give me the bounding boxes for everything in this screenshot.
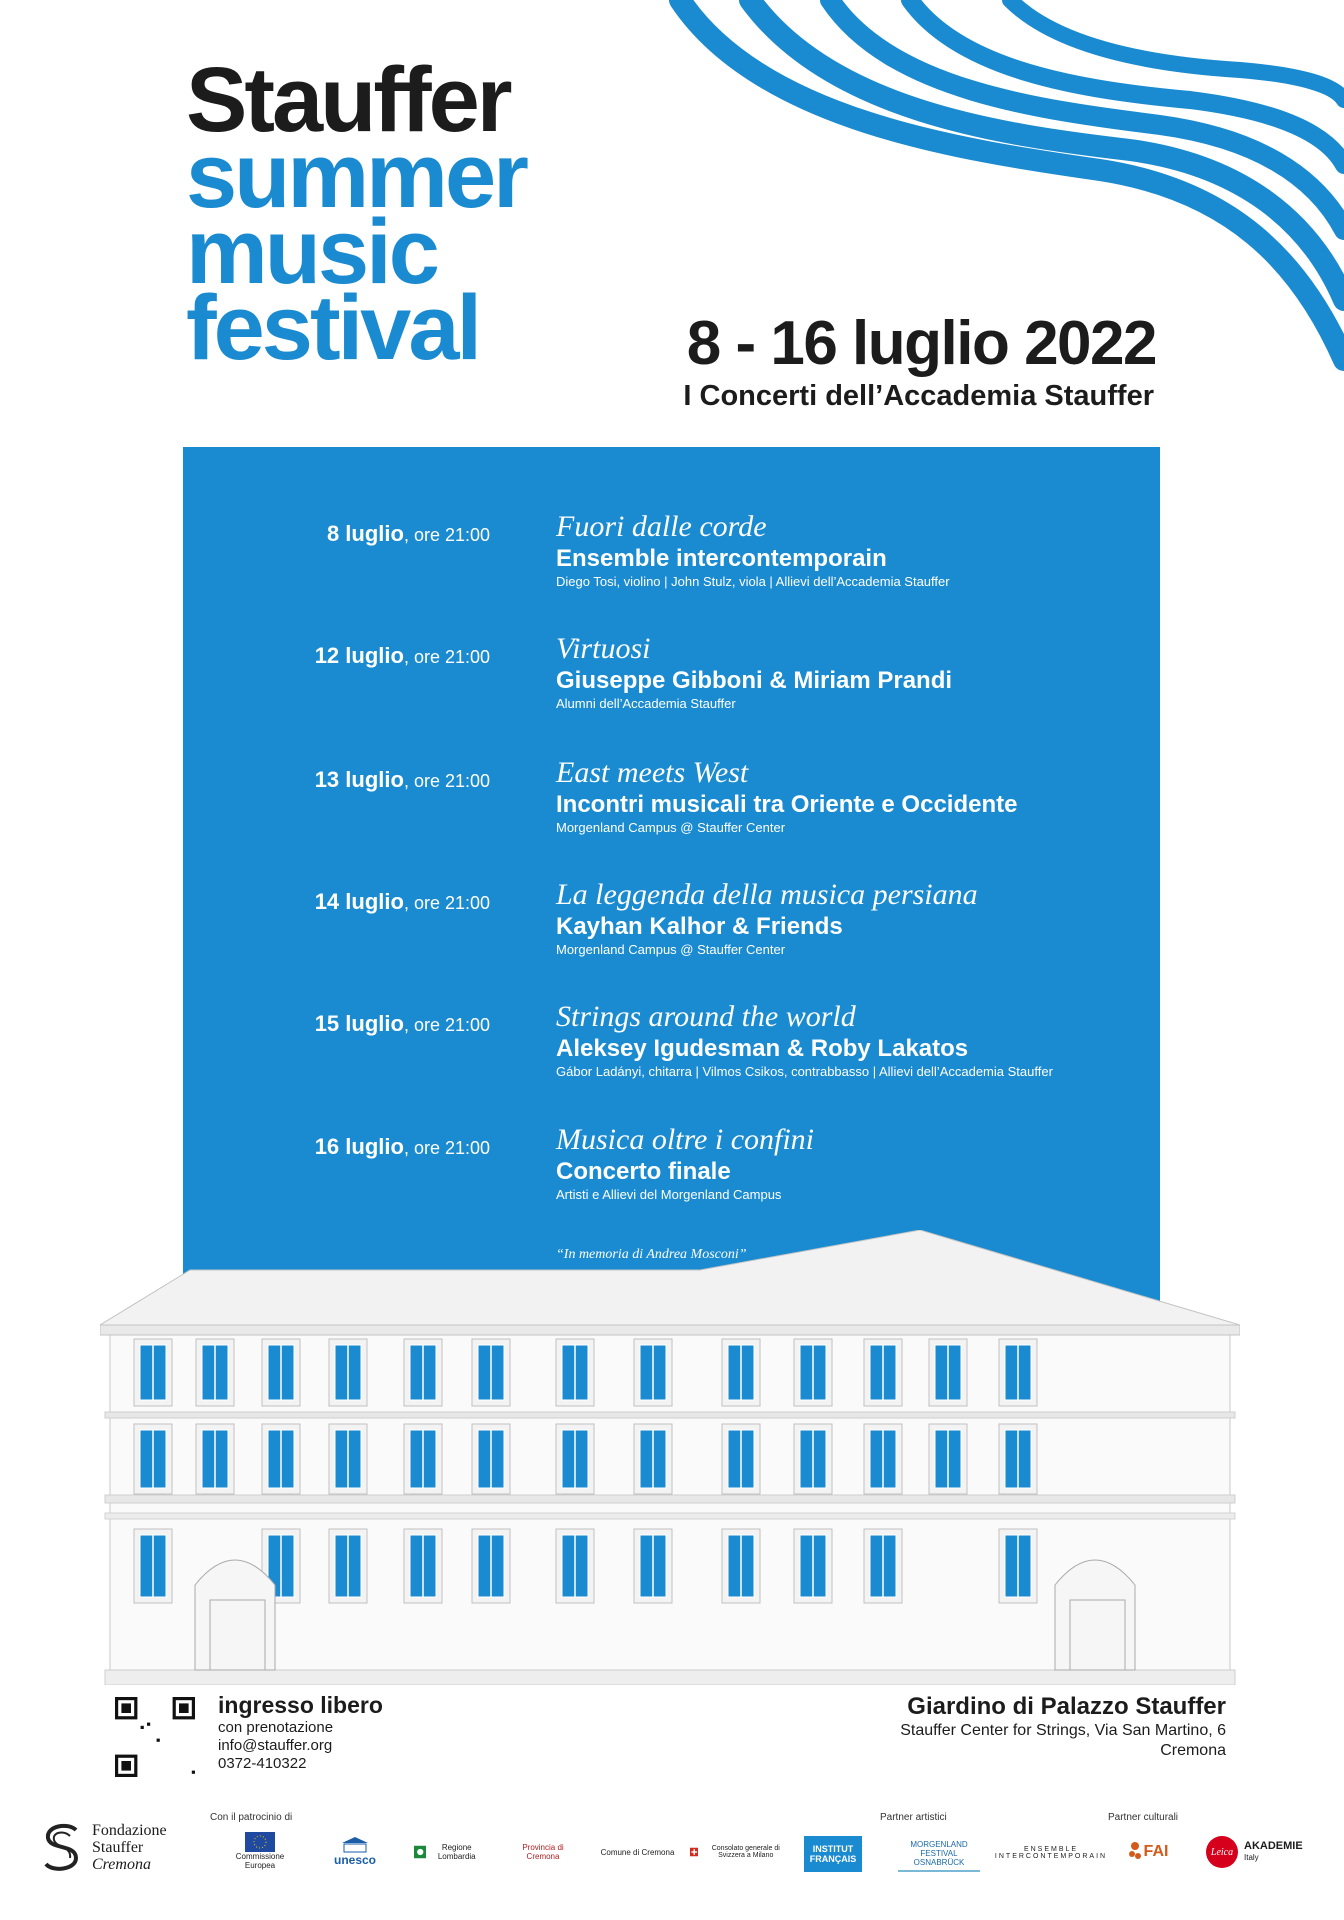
lombardia-logo-text: Regione Lombardia [437,1843,476,1861]
event-time: , ore 21:00 [403,771,490,791]
title-line-music: music [186,201,437,303]
event-day: 14 luglio [314,889,404,914]
event-item [183,1113,1160,1213]
unesco-logo [325,1830,385,1874]
event-title: Fuori dalle corde [556,510,767,543]
ensemble-logo-text: ENSEMBLE INTERCONTEMPORAIN [994,1846,1108,1860]
event-details: Artisti e Allievi del Morgenland Campus [556,1187,782,1202]
program-panel [183,447,1160,1307]
event-item [183,622,1160,722]
event-details: Morgenland Campus @ Stauffer Center [556,942,786,957]
event-day: 8 luglio [326,521,404,546]
swiss-flag-icon [690,1846,698,1858]
comune-logo-text: Comune di Cremona [600,1847,675,1857]
qr-finder [121,1761,131,1771]
event-title: Virtuosi [556,632,651,665]
event-details: Diego Tosi, violino | John Stulz, viola | Allievi dell’Accademia Stauffer [556,574,950,589]
event-performer: Aleksey Igudesman & Roby Lakatos [556,1035,969,1062]
event-performer: Giuseppe Gibboni & Miriam Prandi [556,667,953,694]
event-time: , ore 21:00 [403,1015,490,1035]
fai-logo-text: FAI [1143,1843,1169,1860]
event-title: La leggenda della musica persiana [556,878,978,911]
entry-booking: con prenotazione [218,1719,334,1736]
qr-module [192,1771,195,1774]
leica-logo [1206,1836,1238,1868]
venue-info [900,1693,1226,1761]
entry-phone[interactable]: 0372-410322 [218,1755,307,1772]
morgenland-logo-text: MORGENLAND FESTIVAL OSNABRÜCK [910,1839,968,1867]
event-time: , ore 21:00 [403,893,490,913]
foundation-name-1: Fondazione [92,1822,167,1839]
swiss-consulate-logo [690,1830,790,1874]
qr-finder [121,1703,131,1713]
palace-windows [134,1339,1037,1603]
festival-subtitle: I Concerti dell’Accademia Stauffer [683,380,1154,412]
event-item [183,500,1160,600]
event-performer: Kayhan Kalhor & Friends [556,913,843,940]
title-line-summer: summer [186,125,526,227]
event-time: , ore 21:00 [403,1138,490,1158]
event-item [183,990,1160,1090]
event-performer: Ensemble intercontemporain [556,545,887,572]
event-day: 16 luglio [314,1134,404,1159]
event-date [315,767,490,793]
qr-finder [179,1703,189,1713]
title-line-stauffer: Stauffer [186,49,510,151]
qr-module [147,1723,150,1726]
event-details: Gábor Ladányi, chitarra | Vilmos Csikos, contrabbasso | Allievi dell’Accademia Stauffer [556,1064,1053,1079]
artistic-partners-label: Partner artistici [880,1812,947,1823]
event-date [327,521,490,547]
event-performer: Incontri musicali tra Oriente e Occidente [556,791,1018,818]
unesco-logo-text: unesco [333,1853,376,1867]
patronage-label: Con il patrocinio di [210,1812,293,1823]
venue-title: Giardino di Palazzo Stauffer [907,1693,1226,1720]
entry-info [218,1692,383,1773]
foundation-name-3: Cremona [92,1856,151,1873]
qr-module [141,1726,144,1729]
foundation-name-2: Stauffer [92,1839,144,1856]
institut-francais-logo [804,1836,862,1872]
leica-akademie-text [1244,1840,1303,1864]
festival-title [186,49,526,379]
event-title: Strings around the world [556,1000,856,1033]
unesco-temple-icon [342,1837,368,1853]
event-item [183,868,1160,968]
comune-cremona-logo [600,1834,675,1870]
morgenland-festival-logo [898,1836,980,1872]
provincia-cremona-logo [508,1832,578,1872]
provincia-logo-text: Provincia di Cremona [522,1843,564,1861]
event-date [315,889,490,915]
akademie-sub-text: Italy [1244,1853,1259,1862]
eu-logo-text: Commissione Europea [235,1852,285,1870]
akademie-text: AKADEMIE [1244,1840,1303,1852]
lombardia-rose-icon [414,1844,426,1860]
qr-code[interactable] [115,1697,195,1777]
venue-city: Cremona [1160,1742,1226,1759]
event-time: , ore 21:00 [403,525,490,545]
fondazione-s-icon [38,1822,86,1874]
event-date [315,1011,490,1037]
memorial-dedication: “In memoria di Andrea Mosconi” [556,1247,747,1262]
palazzo-stauffer-illustration [100,1230,1240,1685]
event-time: , ore 21:00 [403,647,490,667]
event-title: Musica oltre i confini [556,1123,815,1156]
event-details: Morgenland Campus @ Stauffer Center [556,820,786,835]
event-details: Alumni dell’Accademia Stauffer [556,696,736,711]
swiss-logo-text: Consolato generale di Svizzera a Milano [711,1845,780,1859]
event-title: East meets West [556,756,749,789]
event-day: 13 luglio [314,767,404,792]
entry-title: ingresso libero [218,1692,383,1718]
cultural-partners-label: Partner culturali [1108,1812,1179,1823]
fai-logo [1112,1832,1184,1872]
eu-flag-icon [245,1832,275,1852]
eu-commission-logo [226,1830,294,1872]
institut-logo-text: INSTITUT FRANÇAIS [809,1844,857,1864]
venue-address: Stauffer Center for Strings, Via San Martino, 6 [900,1722,1226,1739]
event-day: 15 luglio [314,1011,404,1036]
ensemble-intercontemporain-logo [994,1834,1108,1872]
leica-logo-text: Leica [1210,1846,1234,1858]
event-performer: Concerto finale [556,1158,731,1185]
title-line-festival: festival [186,277,480,379]
regione-lombardia-logo [414,1838,484,1866]
event-date [315,1134,490,1160]
fai-leaf-icon [1128,1841,1142,1863]
entry-email[interactable]: info@stauffer.org [218,1737,333,1754]
festival-dates: 8 - 16 luglio 2022 [686,309,1156,378]
event-day: 12 luglio [314,643,404,668]
event-date [315,643,490,669]
event-item [183,746,1160,846]
qr-module [157,1739,160,1742]
